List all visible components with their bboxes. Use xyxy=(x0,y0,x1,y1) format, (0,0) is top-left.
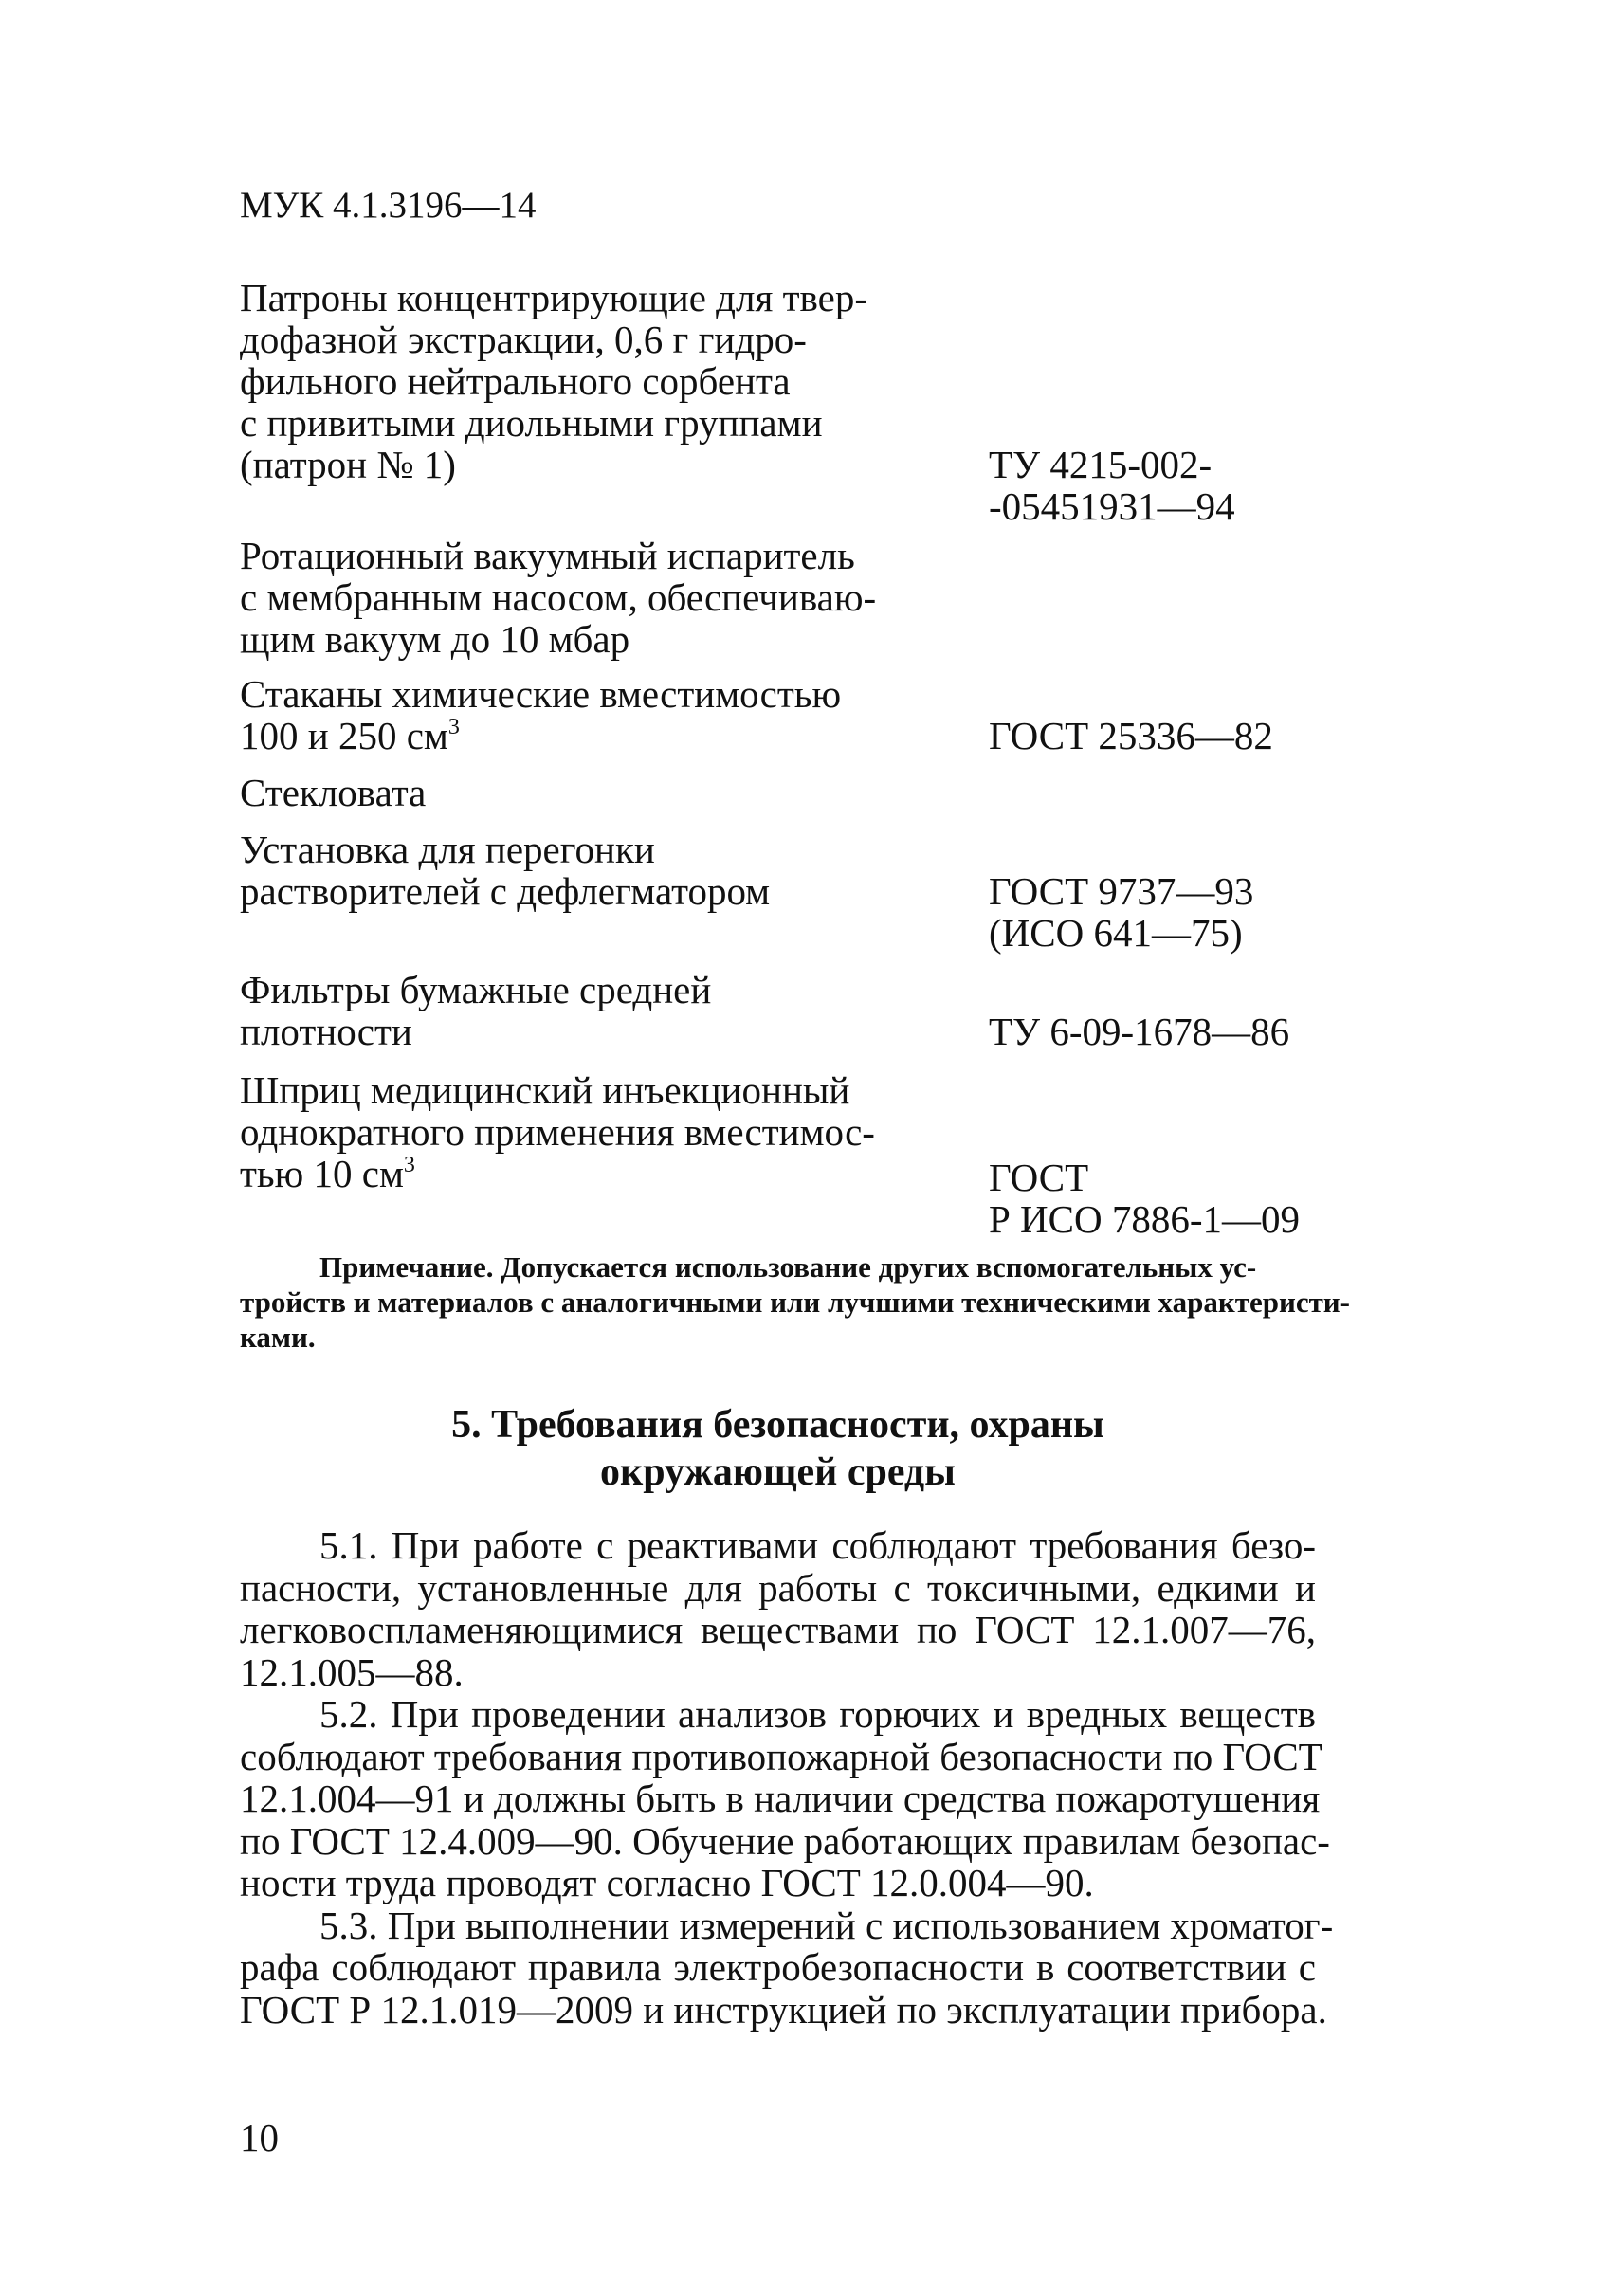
equipment-item xyxy=(240,969,1316,1052)
equipment-list xyxy=(240,276,1316,1241)
equipment-standard: ТУ 4215-002- -05451931—94 xyxy=(989,443,1235,528)
running-header: МУК 4.1.3196—14 xyxy=(240,185,537,226)
equipment-item xyxy=(240,772,1316,813)
note-label: Примечание. xyxy=(319,1250,494,1284)
equipment-name: Стекловата xyxy=(240,771,427,814)
equipment-name: Фильтры бумажные средней плотности xyxy=(240,968,712,1053)
equipment-name: Установка для перегонки растворителей с дефлегматором xyxy=(240,828,771,913)
equipment-standard: ГОСТ Р ИСО 7886-1—09 xyxy=(989,1156,1301,1241)
section-body xyxy=(240,1523,1334,2032)
equipment-item xyxy=(240,673,1316,756)
equipment-standard: ГОСТ 25336—82 xyxy=(989,714,1273,757)
note: Примечание. Допускается использование других вспомогательных ус- тройств и материалов с аналогичными или лучшими техническими характеристи- ками. xyxy=(240,1250,1350,1354)
equipment-name: Ротационный вакуумный испаритель с мембранным насосом, обеспечиваю- щим вакуум до 10 мбар xyxy=(240,534,877,661)
paragraph: 5.2. При проведении анализов горючих и вредных веществ соблюдают требования противопожарной безопасности по ГОСТ 12.1.004—91 и должны быть в наличии средства пожаротушения по ГОСТ 12.4.009—90. Обучение работающих правилам безопас- ности труда проводят согласно ГОСТ 12.0.004—90. xyxy=(240,1692,1330,1904)
equipment-name: Шприц медицинский инъекционный однократного применения вместимос- тью 10 $см^3$ xyxy=(240,1068,875,1195)
equipment-item xyxy=(240,828,1316,955)
equipment-item xyxy=(240,535,1316,660)
paragraph: 5.1. При работе с реактивами соблюдают требования безо- пасности, установленные для работы с токсичными, едкими и легковоспламеняющимися веществами по ГОСТ 12.1.007—76, 12.1.005—88. xyxy=(240,1523,1316,1694)
equipment-standard: ГОСТ 9737—93 (ИСО 641—75) xyxy=(989,869,1254,955)
section-title: 5. Требования безопасности, охраны окружающей среды xyxy=(451,1403,1104,1494)
equipment-item xyxy=(240,276,1316,528)
equipment-name: Патроны концентрирующие для твер- дофазной экстракции, 0,6 г гидро- фильного нейтрального сорбента с привитыми диольными группами (патрон № 1) xyxy=(240,276,867,486)
equipment-item xyxy=(240,1068,1316,1241)
equipment-name: Стаканы химические вместимостью 100 и 250 $см^3$ xyxy=(240,672,842,757)
page-number: 10 xyxy=(240,2116,279,2159)
paragraph: 5.3. При выполнении измерений с использованием хроматог- рафа соблюдают правила электробезопасности в соответствии с ГОСТ Р 12.1.019—2009 и инструкцией по эксплуатации прибора. xyxy=(240,1903,1334,2032)
equipment-standard: ТУ 6-09-1678—86 xyxy=(989,1010,1290,1053)
